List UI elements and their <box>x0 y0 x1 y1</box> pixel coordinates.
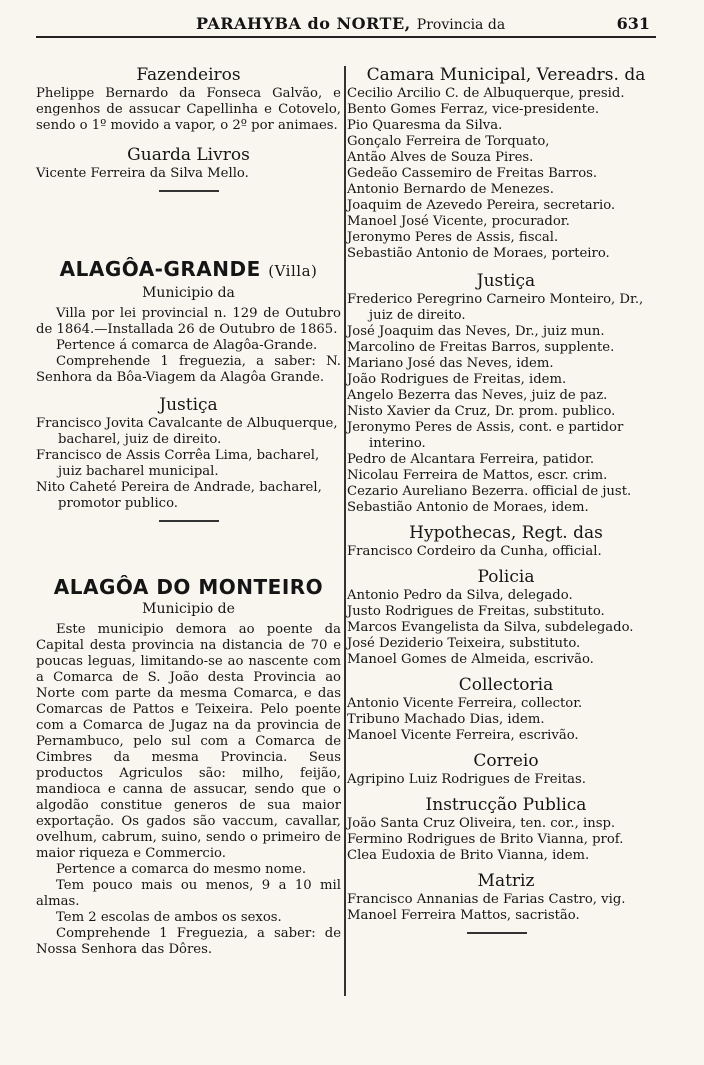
column-divider <box>344 66 346 996</box>
alagoa-grande-title <box>36 256 341 284</box>
section-heading-correio: Correio <box>473 751 539 771</box>
alagoa-monteiro-para1: Este municipio demora ao poente da Capital desta provincia na distancia de 70 e poucas leguas, limitando-se ao nascente com a Comarca de S. João desta Provincia ao Norte com parte da mesma Comarca, e das Comarcas de Pattos e Teixeira. Pelo poente com a Comarca de Jugaz na da provincia de Pernambuco, pelo sul com a Comarca de Cimbres da mesma Provincia. Seus productos Agriculos são: milho, feijão, mandioca e canna de assucar, sendo que o algodão constitue generos de sua maior exportação. Os gados são vaccum, cavallar, ovelhum, cabrum, suino, sendo o primeiro de maior riqueza e Commercio. <box>36 622 341 861</box>
policia-entry: José Deziderio Teixeira, substituto. <box>347 636 581 651</box>
instruccao-entry: Fermino Rodrigues de Brito Vianna, prof. <box>347 832 624 847</box>
justica-right-entry: Nicolau Ferreira de Mattos, escr. crim. <box>347 468 608 483</box>
hypothecas-entry: Francisco Cordeiro da Cunha, official. <box>347 544 602 559</box>
section-heading-fazendeiros: Fazendeiros <box>136 65 241 85</box>
section-heading-collectoria: Collectoria <box>458 675 554 695</box>
justica-right-entry: José Joaquim das Neves, Dr., juiz mun. <box>347 324 605 339</box>
section-rule <box>159 190 219 192</box>
alagoa-grande-para1: Villa por lei provincial n. 129 de Outubro de 1864.—Installada 26 de Outubro de 1865. <box>36 306 341 337</box>
section-rule <box>467 932 527 934</box>
camara-entry: Sebastião Antonio de Moraes, porteiro. <box>347 246 610 261</box>
camara-entry: Pio Quaresma da Silva. <box>347 118 503 133</box>
instruccao-entry: João Santa Cruz Oliveira, ten. cor., insp. <box>347 816 616 831</box>
camara-entry: Manoel José Vicente, procurador. <box>347 214 570 229</box>
policia-entry: Manoel Gomes de Almeida, escrivão. <box>347 652 594 667</box>
section-heading-justica-left: Justiça <box>159 395 218 415</box>
justica-left-entry: Nito Caheté Pereira de Andrade, bacharel, promotor publico. <box>36 480 322 511</box>
alagoa-monteiro-title: ALAGÔA DO MONTEIRO <box>53 575 324 599</box>
alagoa-monteiro-para2: Pertence a comarca do mesmo nome. <box>56 862 307 877</box>
correio-entry: Agripino Luiz Rodrigues de Freitas. <box>347 772 586 787</box>
section-rule <box>159 520 219 522</box>
guarda-livros-entry: Vicente Ferreira da Silva Mello. <box>36 166 249 181</box>
matriz-entry: Manoel Ferreira Mattos, sacristão. <box>347 908 580 923</box>
camara-entry: Joaquim de Azevedo Pereira, secretario. <box>347 198 616 213</box>
matriz-entry: Francisco Annanias de Farias Castro, vig. <box>347 892 626 907</box>
right-column <box>347 60 665 942</box>
justica-right-entry: Pedro de Alcantara Ferreira, patidor. <box>347 452 595 467</box>
section-heading-camara: Camara Municipal, Vereadrs. da <box>366 65 646 85</box>
fazendeiros-text: Phelippe Bernardo da Fonseca Galvão, e engenhos de assucar Capellinha e Cotovelo, sendo o 1º movido a vapor, o 2º por animaes. <box>36 86 341 133</box>
section-heading-guarda-livros: Guarda Livros <box>127 145 250 165</box>
justica-left-entry: Francisco de Assis Corrêa Lima, bacharel, juiz bacharel municipal. <box>36 448 320 479</box>
camara-entry: Gonçalo Ferreira de Torquato, <box>347 134 550 149</box>
camara-list <box>347 86 665 262</box>
collectoria-entry: Manoel Vicente Ferreira, escrivão. <box>347 728 579 743</box>
instruccao-entry: Clea Eudoxia de Brito Vianna, idem. <box>347 848 590 863</box>
section-heading-matriz: Matriz <box>477 871 535 891</box>
alagoa-monteiro-para4: Tem 2 escolas de ambos os sexos. <box>56 910 282 925</box>
page-number: 631 <box>616 14 650 33</box>
section-heading-policia: Policia <box>477 567 535 587</box>
page-header <box>36 12 656 38</box>
alagoa-grande-para2: Pertence á comarca de Alagôa-Grande. <box>56 338 318 353</box>
justica-right-entry: Marcolino de Freitas Barros, supplente. <box>347 340 615 355</box>
policia-entry: Justo Rodrigues de Freitas, substituto. <box>347 604 605 619</box>
justica-right-entry: João Rodrigues de Freitas, idem. <box>347 372 567 387</box>
policia-entry: Antonio Pedro da Silva, delegado. <box>347 588 573 603</box>
camara-entry: Antão Alves de Souza Pires. <box>347 150 534 165</box>
camara-entry: Jeronymo Peres de Assis, fiscal. <box>347 230 559 245</box>
policia-entry: Marcos Evangelista da Silva, subdelegado. <box>347 620 634 635</box>
justica-right-entry: Cezario Aureliano Bezerra. official de just. <box>347 484 632 499</box>
running-title <box>196 14 505 34</box>
camara-entry: Antonio Bernardo de Menezes. <box>347 182 554 197</box>
alagoa-monteiro-para5: Comprehende 1 Freguezia, a saber: de Nossa Senhora das Dôres. <box>36 926 341 957</box>
alagoa-grande-villa: (Villa) <box>268 262 318 280</box>
camara-entry: Gedeão Cassemiro de Freitas Barros. <box>347 166 598 181</box>
alagoa-grande-para3: Comprehende 1 freguezia, a saber: N. Senhora da Bôa-Viagem da Alagôa Grande. <box>36 354 341 385</box>
justica-right-entry: Jeronymo Peres de Assis, cont. e partidor interino. <box>347 420 624 451</box>
section-heading-hypothecas: Hypothecas, Regt. das <box>409 523 603 543</box>
alagoa-grande-name: ALAGÔA-GRANDE <box>59 257 261 281</box>
justica-right-entry: Nisto Xavier da Cruz, Dr. prom. publico. <box>347 404 616 419</box>
camara-entry: Cecilio Arcilio C. de Albuquerque, presid. <box>347 86 625 101</box>
justica-right-entry: Angelo Bezerra das Neves, juiz de paz. <box>347 388 608 403</box>
collectoria-entry: Antonio Vicente Ferreira, collector. <box>347 696 583 711</box>
left-column <box>36 60 341 958</box>
alagoa-monteiro-para3: Tem pouco mais ou menos, 9 a 10 mil almas. <box>36 878 341 909</box>
section-heading-justica-right: Justiça <box>476 271 536 291</box>
justica-right-entry: Mariano José das Neves, idem. <box>347 356 554 371</box>
justica-left-entry: Francisco Jovita Cavalcante de Albuquerque, bacharel, juiz de direito. <box>36 416 338 447</box>
camara-entry: Bento Gomes Ferraz, vice-presidente. <box>347 102 600 117</box>
alagoa-grande-subtitle: Municipio da <box>142 285 235 301</box>
running-title-main: PARAHYBA do NORTE, <box>196 14 411 33</box>
collectoria-entry: Tribuno Machado Dias, idem. <box>347 712 545 727</box>
alagoa-monteiro-subtitle: Municipio de <box>142 601 235 617</box>
running-title-sub: Provincia da <box>416 17 506 33</box>
justica-right-list <box>347 292 665 516</box>
section-heading-instruccao: Instrucção Publica <box>425 795 587 815</box>
justica-right-entry: Frederico Peregrino Carneiro Monteiro, Dr., juiz de direito. <box>347 292 644 323</box>
justica-right-entry: Sebastião Antonio de Moraes, idem. <box>347 500 589 515</box>
